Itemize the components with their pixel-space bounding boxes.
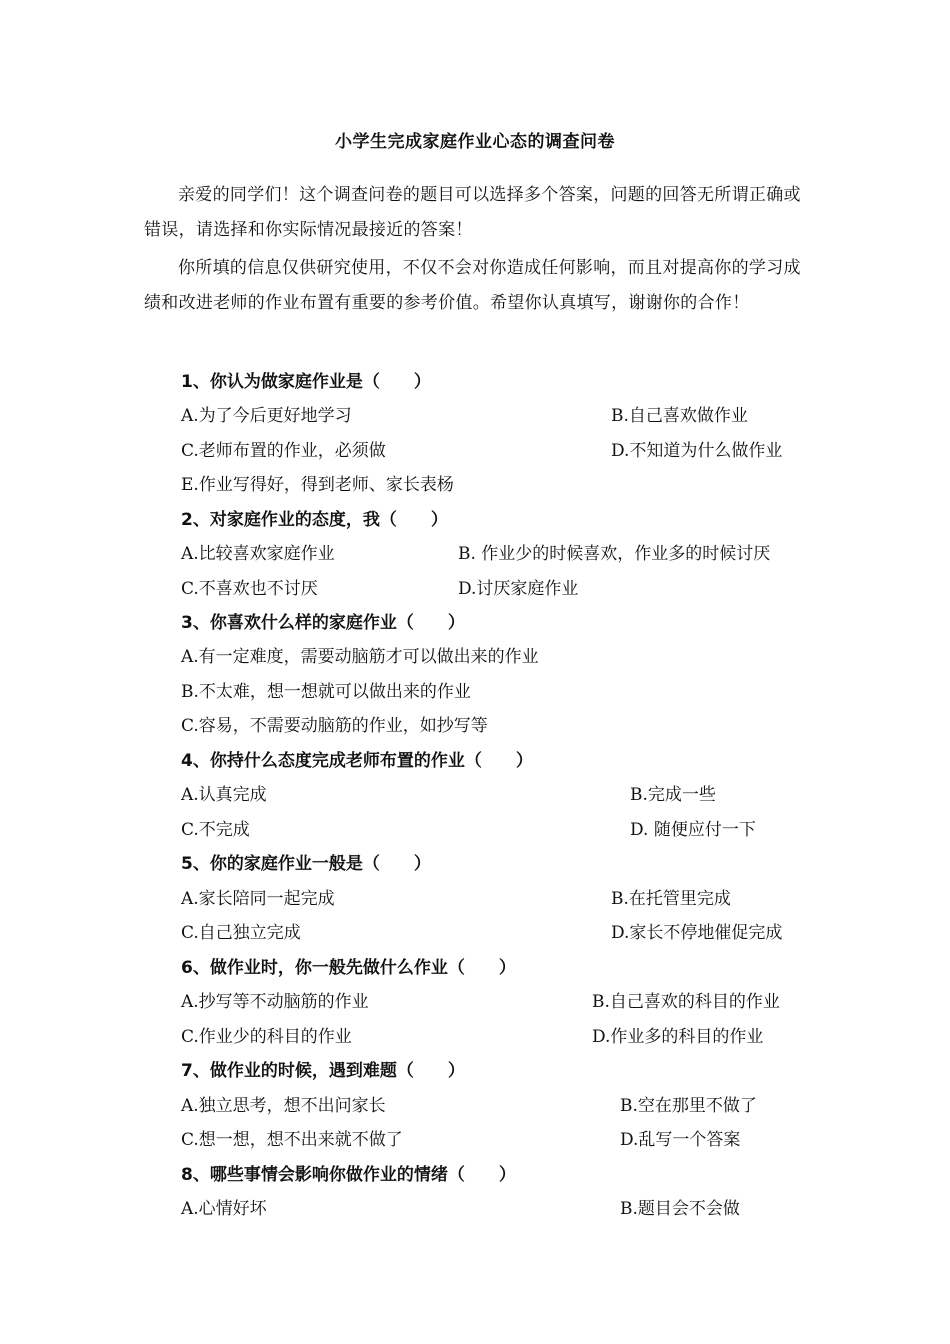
q1-option-e: E.作业写得好，得到老师、家长表杨: [181, 475, 454, 495]
question-1: [181, 367, 431, 392]
q8-option-a: A.心情好坏: [181, 1199, 267, 1219]
q8-option-b: B.题目会不会做: [620, 1199, 740, 1219]
question-text: 1、你认为做家庭作业是（: [181, 372, 380, 392]
question-close: ）: [413, 854, 431, 874]
question-text: 8、哪些事情会影响你做作业的情绪（: [181, 1165, 465, 1185]
question-2: [181, 505, 448, 530]
q6-option-b: B.自己喜欢的科目的作业: [592, 992, 780, 1012]
q4-option-d: D. 随便应付一下: [630, 820, 756, 840]
question-close: ）: [515, 751, 533, 771]
question-7: [181, 1056, 465, 1081]
q1-option-a: A.为了今后更好地学习: [181, 406, 352, 426]
q6-option-a: A.抄写等不动脑筋的作业: [181, 992, 369, 1012]
q2-option-a: A.比较喜欢家庭作业: [181, 544, 335, 564]
q7-option-c: C.想一想，想不出来就不做了: [181, 1130, 403, 1150]
question-text: 3、你喜欢什么样的家庭作业（: [181, 613, 414, 633]
question-close: ）: [498, 958, 516, 978]
q3-option-b: B.不太难，想一想就可以做出来的作业: [181, 682, 471, 702]
q7-option-b: B.空在那里不做了: [620, 1096, 757, 1116]
q2-option-b: B. 作业少的时候喜欢，作业多的时候讨厌: [458, 544, 771, 564]
q6-option-d: D.作业多的科目的作业: [592, 1027, 764, 1047]
question-close: ）: [447, 613, 465, 633]
question-close: ）: [430, 510, 448, 530]
question-text: 6、做作业时，你一般先做什么作业（: [181, 958, 465, 978]
question-close: ）: [498, 1165, 516, 1185]
question-5: [181, 849, 431, 874]
q2-option-d: D.讨厌家庭作业: [458, 579, 579, 599]
q1-option-c: C.老师布置的作业，必须做: [181, 441, 386, 461]
intro-paragraph-1: 亲爱的同学们！这个调查问卷的题目可以选择多个答案，问题的回答无所谓正确或错误，请选择和你实际情况最接近的答案！: [144, 185, 801, 240]
page-title: 小学生完成家庭作业心态的调查问卷: [335, 132, 615, 152]
q4-option-c: C.不完成: [181, 820, 250, 840]
q1-option-b: B.自己喜欢做作业: [611, 406, 748, 426]
q1-option-d: D.不知道为什么做作业: [611, 441, 783, 461]
question-close: ）: [447, 1061, 465, 1081]
q6-option-c: C.作业少的科目的作业: [181, 1027, 352, 1047]
q3-option-a: A.有一定难度，需要动脑筋才可以做出来的作业: [181, 647, 539, 667]
question-text: 2、对家庭作业的态度，我（: [181, 510, 397, 530]
q5-option-b: B.在托管里完成: [611, 889, 731, 909]
question-8: [181, 1160, 516, 1185]
q7-option-a: A.独立思考，想不出问家长: [181, 1096, 386, 1116]
question-text: 5、你的家庭作业一般是（: [181, 854, 380, 874]
question-close: ）: [413, 372, 431, 392]
q4-option-a: A.认真完成: [181, 785, 267, 805]
question-6: [181, 953, 516, 978]
q5-option-d: D.家长不停地催促完成: [611, 923, 783, 943]
question-4: [181, 746, 533, 771]
q5-option-a: A.家长陪同一起完成: [181, 889, 335, 909]
question-3: [181, 608, 465, 633]
q2-option-c: C.不喜欢也不讨厌: [181, 579, 318, 599]
question-text: 4、你持什么态度完成老师布置的作业（: [181, 751, 482, 771]
q3-option-c: C.容易，不需要动脑筋的作业，如抄写等: [181, 716, 488, 736]
q5-option-c: C.自己独立完成: [181, 923, 301, 943]
q4-option-b: B.完成一些: [630, 785, 716, 805]
question-text: 7、做作业的时候，遇到难题（: [181, 1061, 414, 1081]
intro-paragraph-2: 你所填的信息仅供研究使用，不仅不会对你造成任何影响，而且对提高你的学习成绩和改进老师的作业布置有重要的参考价值。希望你认真填写，谢谢你的合作！: [144, 258, 801, 313]
q7-option-d: D.乱写一个答案: [620, 1130, 741, 1150]
